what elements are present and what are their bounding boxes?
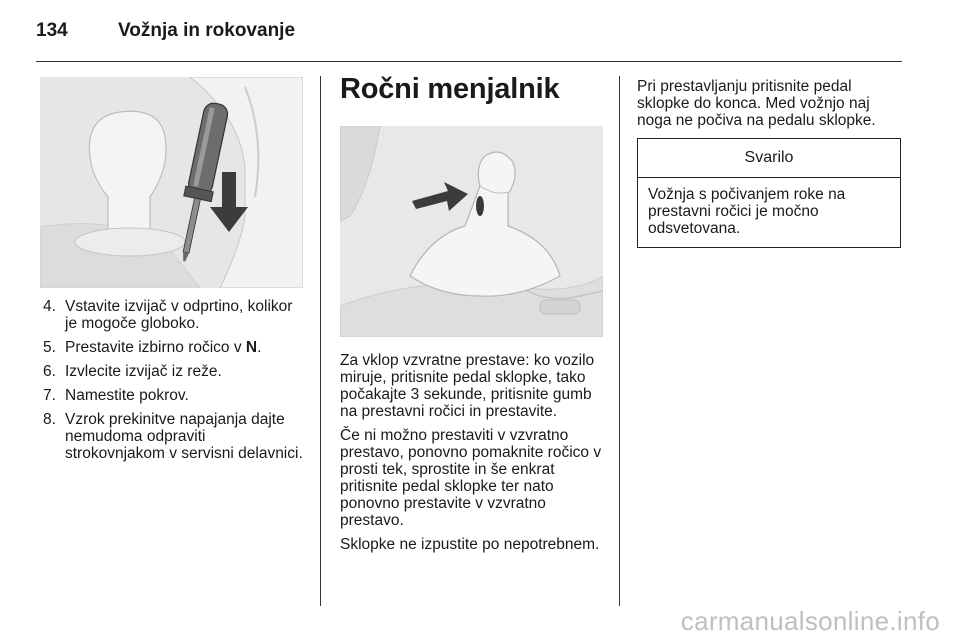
steps-column	[40, 298, 305, 469]
gear-lever-figure	[340, 126, 603, 337]
paragraph-reverse-retry: Če ni možno prestaviti v vzvratno prestavo, ponovno pomaknite ročico v prosti tek, sprostite in še enkrat pritisnite pedal sklopke ter nato ponovno prestavite v vzvratno prestavo.	[340, 427, 602, 529]
page-title: Vožnja in rokovanje	[118, 20, 296, 41]
step-number: 4.	[43, 298, 56, 315]
screwdriver-illustration	[40, 77, 303, 288]
page-header	[0, 0, 960, 62]
step-gear-position: N	[245, 339, 258, 356]
page-number: 134	[36, 20, 68, 41]
section-title: Ročni menjalnik	[340, 73, 560, 105]
step-text: Vstavite izvijač v odprtino, kolikor je mogoče globoko.	[65, 298, 293, 332]
step-item	[40, 339, 305, 356]
paragraph-shifting: Pri prestavljanju pritisnite pedal sklopke do konca. Med vožnjo naj noga ne počiva na pedalu sklopke.	[637, 78, 876, 129]
gear-lever-illustration	[340, 126, 603, 337]
steps-list	[40, 298, 305, 462]
step-number: 8.	[43, 411, 56, 428]
step-item	[40, 298, 305, 332]
screwdriver-figure	[40, 77, 303, 288]
watermark: carmanualsonline.info	[680, 606, 940, 636]
paragraph-reverse-gear: Za vklop vzvratne prestave: ko vozilo miruje, pritisnite pedal sklopke, tako počakajte 3 sekunde, pritisnite gumb na prestavni ročici in prestavite.	[340, 352, 595, 420]
step-text-end: .	[257, 339, 262, 356]
step-item	[40, 363, 305, 380]
step-number: 6.	[43, 363, 56, 380]
step-item	[40, 411, 305, 462]
warning-text: Vožnja s počivanjem roke na prestavni ročici je močno odsvetovana.	[648, 186, 846, 237]
column-divider-1	[320, 76, 321, 606]
warning-box	[637, 138, 901, 248]
right-column-text	[637, 78, 903, 129]
section-text	[340, 352, 606, 560]
step-number: 7.	[43, 387, 56, 404]
step-text: Izvlecite izvijač iz reže.	[65, 363, 222, 380]
step-number: 5.	[43, 339, 56, 356]
step-text: Vzrok prekinitve napajanja dajte nemudoma odpraviti strokovnjakom v servisni delavnici.	[65, 411, 303, 462]
warning-title: Svarilo	[638, 139, 900, 178]
header-rule	[36, 61, 902, 62]
paragraph-clutch: Sklopke ne izpustite po nepotrebnem.	[340, 536, 600, 553]
step-item	[40, 387, 305, 404]
step-text: Prestavite izbirno ročico v	[65, 339, 246, 356]
step-text: Namestite pokrov.	[65, 387, 189, 404]
column-divider-2	[619, 76, 620, 606]
